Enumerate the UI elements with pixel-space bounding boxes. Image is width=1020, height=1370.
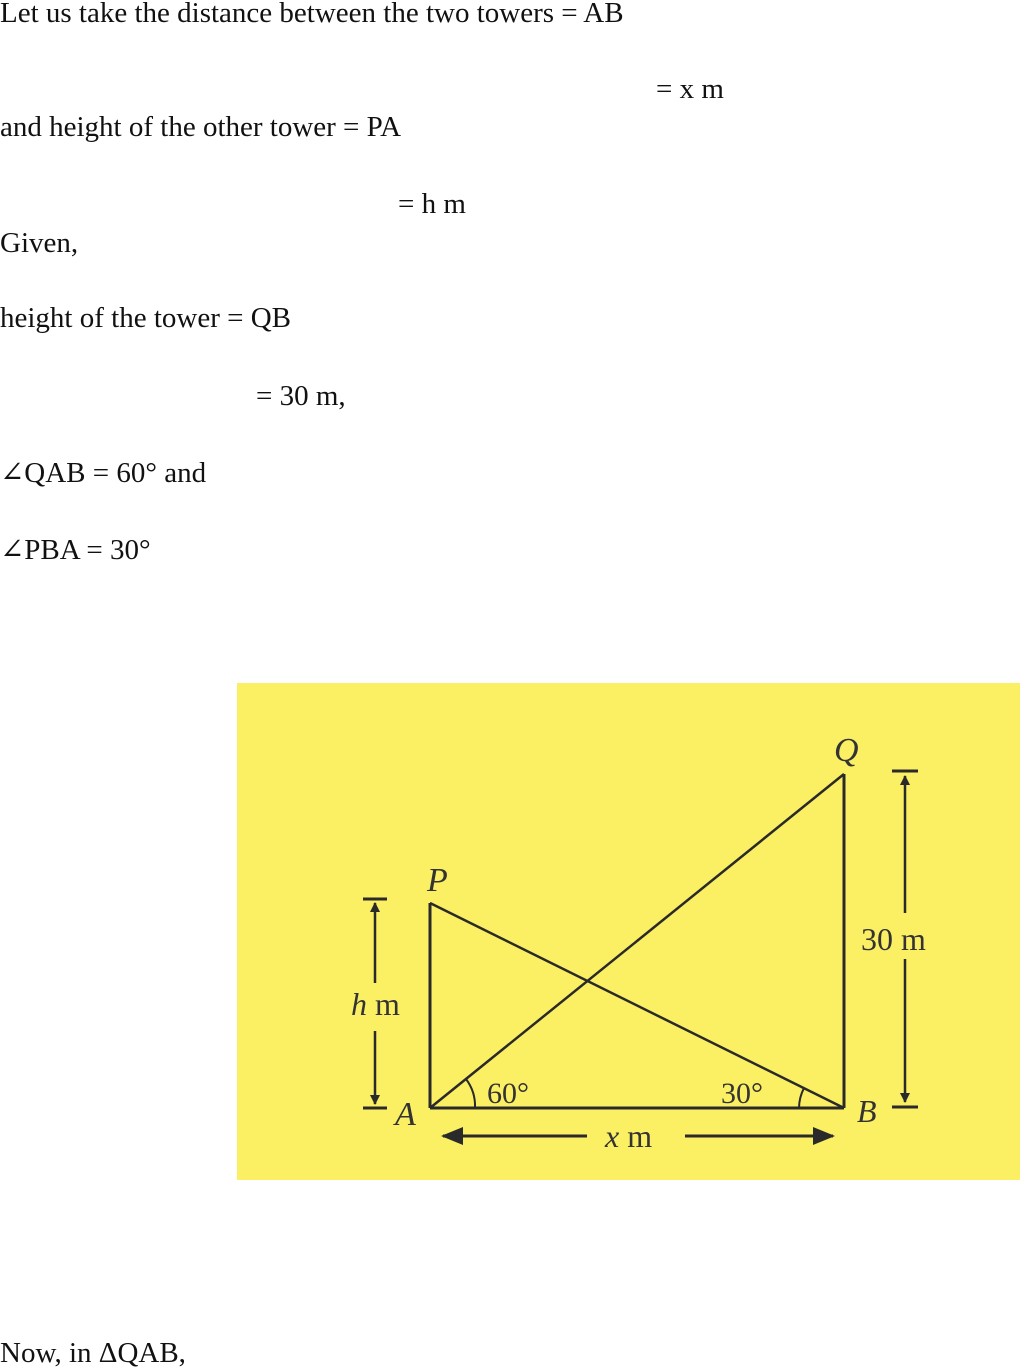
text-line-distance: Let us take the distance between the two towers = AB bbox=[0, 0, 624, 29]
angle-label-60: 60° bbox=[487, 1077, 529, 1110]
text-line-angle-pba: ∠PBA = 30° bbox=[0, 534, 151, 566]
angle-label-30: 30° bbox=[721, 1077, 763, 1110]
text-line-tower-height-value: = 30 m, bbox=[256, 380, 346, 412]
text-line-other-height: and height of the other tower = PA bbox=[0, 111, 402, 143]
point-label-q: Q bbox=[834, 732, 859, 769]
text-line-tower-height: height of the tower = QB bbox=[0, 302, 291, 334]
point-label-b: B bbox=[857, 1093, 877, 1129]
height-right-label: 30 m bbox=[861, 921, 926, 957]
text-line-distance-value: = x m bbox=[656, 73, 724, 105]
point-label-a: A bbox=[395, 1096, 416, 1133]
base-label: x m bbox=[605, 1118, 653, 1154]
tower-diagram-svg bbox=[237, 683, 1020, 1180]
sightline-aq bbox=[430, 774, 844, 1108]
point-label-p: P bbox=[427, 862, 448, 899]
tower-diagram bbox=[237, 683, 1020, 1180]
text-line-given: Given, bbox=[0, 227, 79, 259]
text-line-other-height-value: = h m bbox=[398, 188, 466, 220]
text-line-now: Now, in ΔQAB, bbox=[0, 1337, 186, 1369]
angle-arc-a bbox=[466, 1079, 475, 1108]
text-line-angle-qab: ∠QAB = 60° and bbox=[0, 457, 207, 489]
height-left-label: h m bbox=[351, 986, 400, 1022]
angle-arc-b bbox=[799, 1088, 804, 1108]
